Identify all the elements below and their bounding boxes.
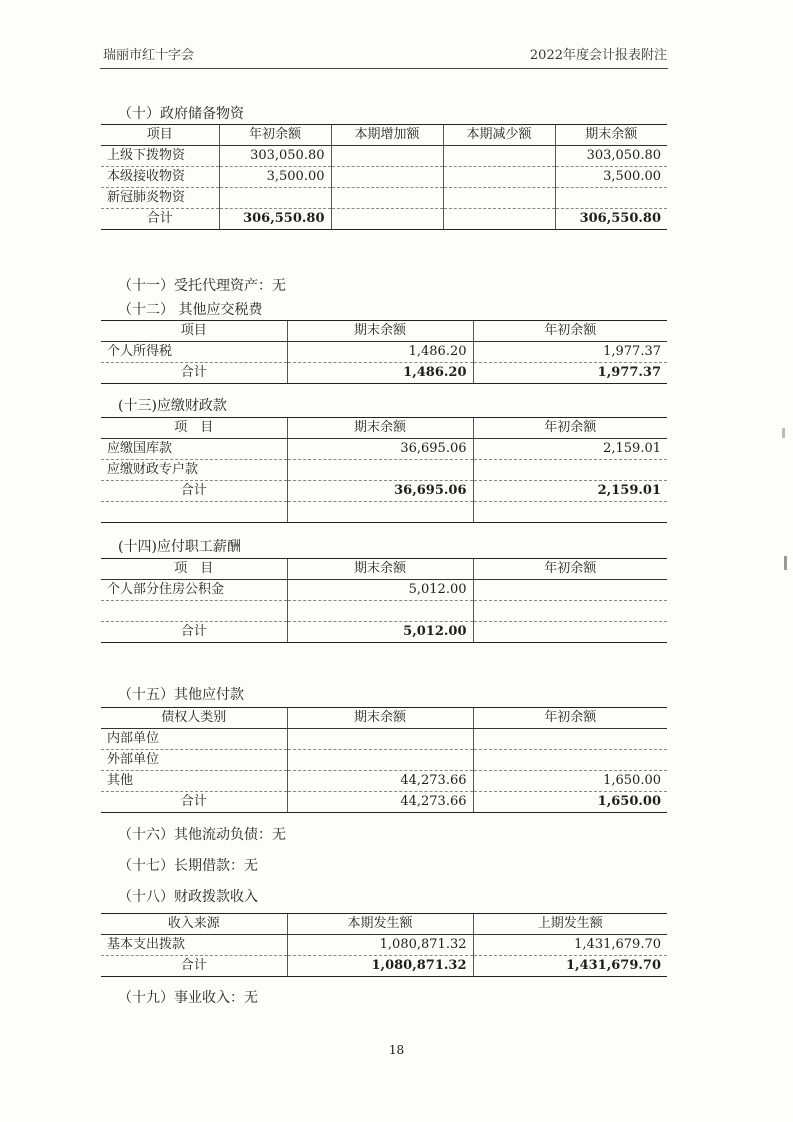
row-label: 内部单位 — [101, 729, 287, 750]
section-11-title: （十一）受托代理资产：无 — [118, 278, 286, 294]
table-row — [101, 146, 667, 167]
section-12-title: （十二） 其他应交税费 — [118, 302, 263, 318]
col-header: 上期发生额 — [473, 914, 667, 935]
section-16-title: （十六）其他流动负债：无 — [118, 827, 286, 843]
table-row — [101, 771, 667, 792]
cell-value: 306,550.80 — [555, 209, 667, 230]
row-label: 合计 — [101, 209, 219, 230]
cell-value: 1,431,679.70 — [473, 935, 667, 956]
table-row — [101, 188, 667, 209]
cell-value: 2,159.01 — [473, 481, 667, 502]
cell-value — [287, 750, 473, 771]
col-header: 债权人类别 — [101, 708, 287, 729]
cell-value — [473, 502, 667, 523]
cell-value: 303,050.80 — [219, 146, 331, 167]
cell-value: 1,977.37 — [473, 363, 667, 384]
col-header: 年初余额 — [473, 321, 667, 342]
cell-value: 1,486.20 — [287, 342, 473, 363]
row-label: 合计 — [101, 363, 287, 384]
cell-value: 1,650.00 — [473, 792, 667, 813]
scan-speck — [782, 428, 785, 438]
page-number: 18 — [388, 1043, 405, 1057]
col-header: 本期发生额 — [287, 914, 473, 935]
table-government-reserves — [101, 124, 667, 230]
section-10-title: （十）政府储备物资 — [118, 106, 244, 122]
row-label: 外部单位 — [101, 750, 287, 771]
table-header-row — [101, 914, 667, 935]
cell-value: 44,273.66 — [287, 792, 473, 813]
table-total-row — [101, 956, 667, 977]
section-17-title: （十七）长期借款：无 — [118, 858, 258, 874]
cell-value — [443, 209, 555, 230]
cell-value — [473, 580, 667, 601]
header-document-title: 2022年度会计报表附注 — [529, 48, 667, 63]
table-header-row — [101, 321, 667, 342]
col-header: 年初余额 — [473, 708, 667, 729]
table-total-row — [101, 363, 667, 384]
col-header: 项目 — [101, 321, 287, 342]
cell-value: 1,080,871.32 — [287, 956, 473, 977]
cell-value — [443, 146, 555, 167]
table-other-taxes-payable — [101, 320, 667, 384]
col-header: 项目 — [101, 125, 219, 146]
table-row — [101, 502, 667, 523]
section-14-title: (十四)应付职工薪酬 — [118, 539, 241, 555]
row-label: 合计 — [101, 956, 287, 977]
table-header-row — [101, 559, 667, 580]
table-header-row — [101, 125, 667, 146]
row-label: 本级接收物资 — [101, 167, 219, 188]
table-header-row — [101, 418, 667, 439]
cell-value: 3,500.00 — [555, 167, 667, 188]
cell-value: 1,650.00 — [473, 771, 667, 792]
row-label: 上级下拨物资 — [101, 146, 219, 167]
cell-value: 1,080,871.32 — [287, 935, 473, 956]
section-13-title: (十三)应缴财政款 — [118, 398, 227, 414]
row-label: 应缴财政专户款 — [101, 460, 287, 481]
cell-value: 36,695.06 — [287, 439, 473, 460]
col-header: 项 目 — [101, 418, 287, 439]
table-row — [101, 460, 667, 481]
cell-value — [473, 729, 667, 750]
section-15-title: （十五）其他应付款 — [118, 687, 244, 703]
cell-value: 5,012.00 — [287, 622, 473, 643]
cell-value — [287, 729, 473, 750]
cell-value — [219, 188, 331, 209]
table-total-row — [101, 481, 667, 502]
col-header: 年初余额 — [219, 125, 331, 146]
col-header: 年初余额 — [473, 418, 667, 439]
cell-value: 306,550.80 — [219, 209, 331, 230]
table-fiscal-appropriation-income — [101, 913, 667, 977]
cell-value — [287, 460, 473, 481]
table-row — [101, 601, 667, 622]
cell-value: 5,012.00 — [287, 580, 473, 601]
row-label: 个人部分住房公积金 — [101, 580, 287, 601]
cell-value: 44,273.66 — [287, 771, 473, 792]
table-row — [101, 935, 667, 956]
table-row — [101, 342, 667, 363]
header-rule — [100, 68, 668, 69]
col-header: 收入来源 — [101, 914, 287, 935]
row-label: 基本支出拨款 — [101, 935, 287, 956]
header-organization: 瑞丽市红十字会 — [103, 48, 195, 63]
col-header: 期末余额 — [287, 418, 473, 439]
cell-value: 2,159.01 — [473, 439, 667, 460]
row-label: 合计 — [101, 622, 287, 643]
cell-value — [473, 750, 667, 771]
table-row — [101, 729, 667, 750]
section-18-title: （十八）财政拨款收入 — [118, 889, 258, 905]
cell-value — [331, 146, 443, 167]
cell-value — [331, 209, 443, 230]
col-header: 期末余额 — [287, 321, 473, 342]
row-label: 个人所得税 — [101, 342, 287, 363]
row-label — [101, 502, 287, 523]
cell-value: 1,431,679.70 — [473, 956, 667, 977]
col-header: 项 目 — [101, 559, 287, 580]
cell-value — [443, 188, 555, 209]
cell-value: 3,500.00 — [219, 167, 331, 188]
cell-value: 36,695.06 — [287, 481, 473, 502]
scan-speck — [784, 556, 787, 570]
section-19-title: （十九）事业收入：无 — [118, 990, 258, 1006]
cell-value — [287, 502, 473, 523]
cell-value: 1,977.37 — [473, 342, 667, 363]
cell-value: 1,486.20 — [287, 363, 473, 384]
table-row — [101, 580, 667, 601]
cell-value — [473, 622, 667, 643]
table-row — [101, 750, 667, 771]
col-header: 期末余额 — [287, 559, 473, 580]
row-label — [101, 601, 287, 622]
row-label: 应缴国库款 — [101, 439, 287, 460]
row-label: 其他 — [101, 771, 287, 792]
col-header: 期末余额 — [555, 125, 667, 146]
cell-value — [473, 601, 667, 622]
table-payroll-payable — [101, 558, 667, 643]
cell-value — [331, 188, 443, 209]
row-label: 合计 — [101, 481, 287, 502]
table-payable-to-treasury — [101, 417, 667, 523]
table-total-row — [101, 792, 667, 813]
col-header: 本期增加额 — [331, 125, 443, 146]
col-header: 年初余额 — [473, 559, 667, 580]
table-other-payables — [101, 707, 667, 813]
cell-value — [443, 167, 555, 188]
table-total-row — [101, 622, 667, 643]
row-label: 新冠肺炎物资 — [101, 188, 219, 209]
row-label: 合计 — [101, 792, 287, 813]
table-header-row — [101, 708, 667, 729]
cell-value — [287, 601, 473, 622]
table-row — [101, 439, 667, 460]
cell-value — [331, 167, 443, 188]
table-total-row — [101, 209, 667, 230]
cell-value: 303,050.80 — [555, 146, 667, 167]
col-header: 期末余额 — [287, 708, 473, 729]
table-row — [101, 167, 667, 188]
col-header: 本期减少额 — [443, 125, 555, 146]
cell-value — [473, 460, 667, 481]
cell-value — [555, 188, 667, 209]
